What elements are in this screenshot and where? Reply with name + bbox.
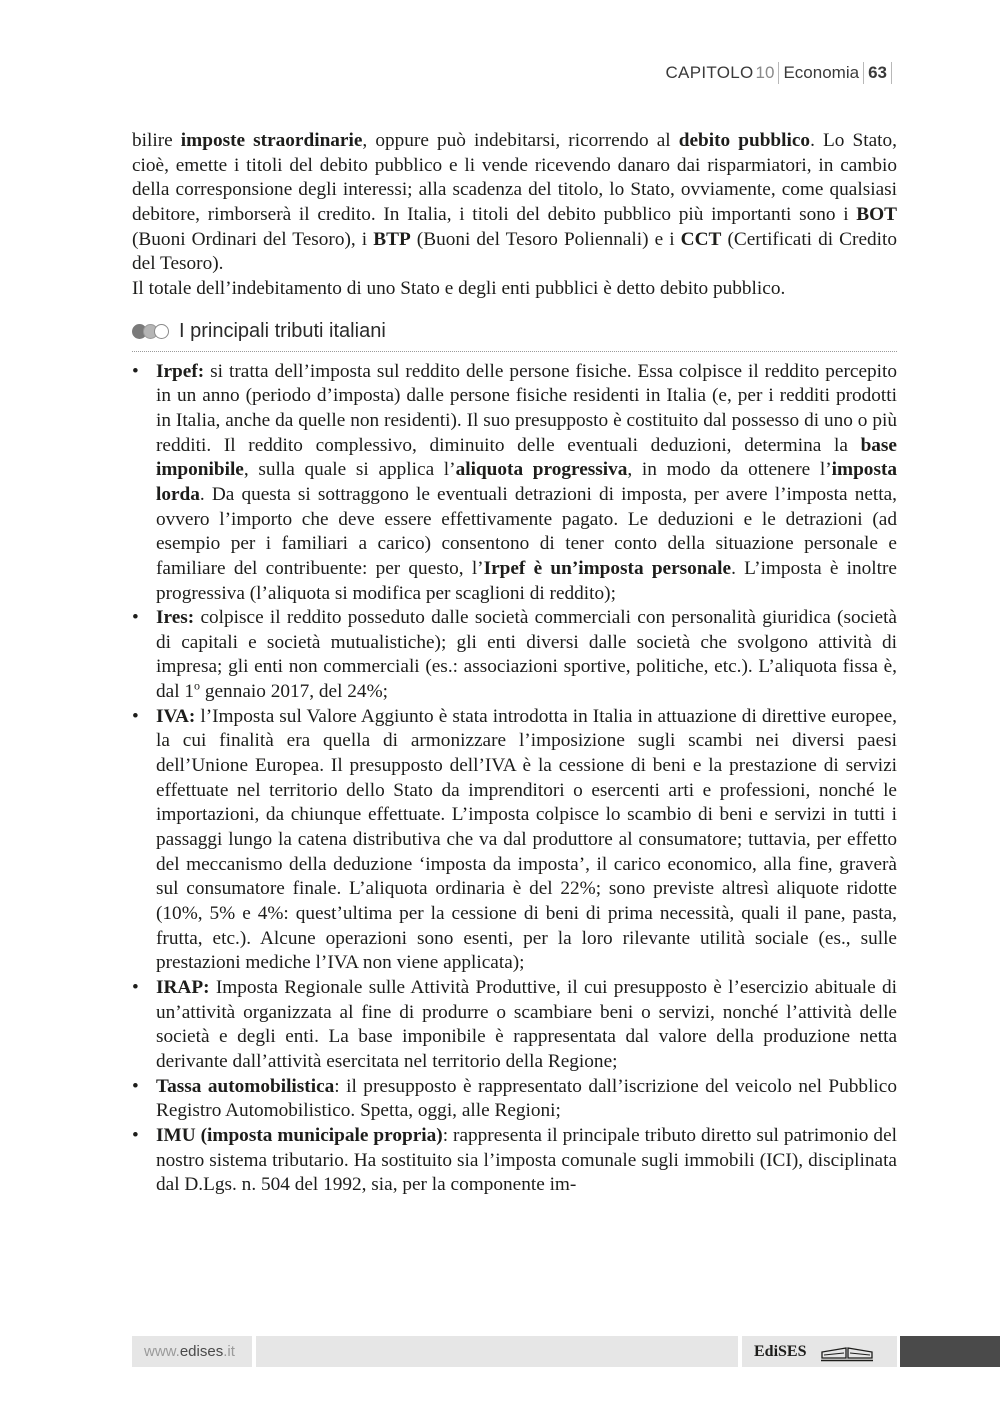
- dot-light: [154, 324, 169, 339]
- footer-bar: [256, 1336, 738, 1367]
- item-term: Ires:: [156, 607, 195, 629]
- site-prefix: www.: [144, 1343, 180, 1360]
- text-run: : il presupposto è rappresentato dall’iscrizione del veicolo nel Pubblico Registro Automobilistico. Spetta, oggi, alle Regioni;: [156, 1075, 897, 1122]
- item-term: Irpef:: [156, 360, 205, 382]
- text-run: , sulla quale si applica l’: [243, 459, 456, 481]
- footer-dark-block: [900, 1336, 1000, 1367]
- list-item-iva: [132, 705, 897, 976]
- bold-term: imposte straordinarie: [180, 130, 363, 151]
- section-title: I principali tributi italiani: [179, 319, 386, 342]
- bold-term: base imponibile: [156, 434, 897, 481]
- bullet: •: [132, 705, 139, 727]
- list-item-imu: [132, 1124, 897, 1198]
- bold-term: imposta lorda: [156, 459, 898, 505]
- site-suffix: .it: [223, 1343, 235, 1360]
- bold-term: BOT: [856, 203, 897, 225]
- text-run: colpisce il reddito posseduto dalle società commerciali con personalità giuridica (società di capitali e società mutualistiche); gli enti diversi dalle società che svolgono attività di impresa; gli enti non commerciali (es.: associazioni sportive, politiche, etc.). L’aliquota fissa è, dal 1: [156, 607, 897, 703]
- list-item-tassa-automobilistica: [132, 1075, 897, 1124]
- list-item-irap: [132, 976, 897, 1075]
- tax-list: [132, 360, 897, 1198]
- text-run: si tratta dell’imposta sul reddito delle persone fisiche. Essa colpisce il reddito percepito in un anno (periodo d’imposta) dalle persone fisiche residenti in Italia (e, per i redditi prodotti in Italia, anche da quelle non residenti). Il suo presupposto è costituito dal possesso di uno o più redditi. Il reddito complessivo, diminuito delle eventuali deduzioni, determina la: [156, 360, 897, 456]
- publisher-brand: [742, 1336, 897, 1367]
- section-heading: [132, 316, 897, 352]
- bold-term: Irpef è un’imposta personale: [483, 557, 732, 579]
- bullet: •: [132, 977, 139, 998]
- ordinal-superscript: o: [194, 678, 201, 693]
- text-run: : rappresenta il principale tributo diretto sul patrimonio del nostro sistema tributario. Ha sostituito sia l’imposta comunale sugli immobili (ICI), disciplinata dal D.Lgs. n. 504 del 1992, sia, per la componente im-: [156, 1124, 897, 1196]
- text-run: , in modo da ottenere l’: [627, 459, 832, 481]
- item-term: IRAP:: [156, 977, 210, 998]
- item-term: IVA:: [156, 705, 196, 727]
- bold-term: aliquota progressiva: [455, 459, 628, 481]
- list-item-ires: [132, 606, 897, 705]
- bullet: •: [132, 607, 139, 629]
- section-dots-icon: [132, 324, 165, 339]
- bold-term: CCT: [680, 228, 722, 250]
- page-footer: [132, 1336, 1000, 1367]
- header-divider: [891, 62, 892, 84]
- text-run: (Buoni del Tesoro Poliennali) e i: [410, 228, 681, 250]
- bold-term: BTP: [373, 228, 411, 250]
- bullet: •: [132, 360, 139, 382]
- bold-term: debito pubblico: [678, 130, 811, 151]
- list-item-irpef: [132, 360, 897, 607]
- running-header: [665, 62, 896, 84]
- section-name: Economia: [783, 63, 860, 82]
- closing-sentence: Il totale dell’indebitamento di uno Stato e degli enti pubblici è detto debito pubblico.: [132, 277, 786, 299]
- website-link[interactable]: [132, 1336, 252, 1367]
- text-run: bilire: [132, 130, 181, 151]
- open-book-icon: [820, 1342, 874, 1362]
- item-term: Tassa automobilistica: [156, 1075, 335, 1097]
- header-divider: [863, 62, 864, 84]
- text-run: , oppure può indebitarsi, ricorrendo al: [362, 130, 679, 151]
- chapter-label: CAPITOLO: [665, 63, 754, 82]
- bullet: •: [132, 1075, 139, 1097]
- intro-paragraph: [132, 129, 897, 277]
- item-term: IMU (imposta municipale propria): [156, 1124, 443, 1146]
- chapter-number: 10: [755, 63, 775, 82]
- bullet: •: [132, 1124, 139, 1146]
- header-divider: [778, 62, 779, 84]
- text-run: . Da questa si sottraggono le eventuali detrazioni di imposta, per avere l’imposta netta, ovvero l’importo che deve essere effettivamente pagato. Le deduzioni e le detrazioni (ad esempio per i familiari a carico) consentono di tener conto della situazione personale e familiare del contribuente: per questo, l’: [156, 483, 897, 579]
- site-name: edises: [179, 1343, 224, 1360]
- text-run: Imposta Regionale sulle Attività Produttive, il cui presupposto è l’esercizio abituale di un’attività organizzata al fine di produrre o scambiare beni o servizi, nonché l’attività delle società e degli enti. La base imponibile è rappresentata dal valore della produzione netta derivante dall’attività esercitata nel territorio della Regione;: [156, 977, 897, 1072]
- text-run: l’Imposta sul Valore Aggiunto è stata introdotta in Italia in attuazione di direttive europee, la cui finalità era quella di armonizzare l’imposizione sugli scambi nei diversi paesi dell’Unione Europea. Il presupposto dell’IVA è la cessione di beni e la prestazione di servizi effettuate nel territorio dello Stato da imprenditori o esercenti arti e professioni, nonché le importazioni, da chiunque effettuate. L’imposta colpisce lo scambio di beni e servizi in tutti i passaggi lungo la catena distributiva che va dal produttore al consumatore; tuttavia, per effetto del meccanismo della deduzione ‘imposta da imposta’, il carico economico, alla fine, graverà sul consumatore finale. L’aliquota ordinaria è del 22%; sono previste altresì aliquote ridotte (10%, 5% e 4%: quest’ultima per la cessione di beni di prima necessità, quali il pane, pasta, frutta, etc.). Alcune operazioni sono esenti, per la loro rilevante utilità sociale (es., sulle prestazioni mediche l’IVA non viene applicata);: [156, 705, 897, 974]
- page-body: [132, 129, 897, 1198]
- text-run: (Buoni Ordinari del Tesoro), i: [132, 228, 374, 250]
- text-run: gennaio 2017, del 24%;: [200, 681, 388, 703]
- text-run: (Certificati di Credito del Tesoro).: [132, 228, 898, 275]
- text-run: . Lo Stato, cioè, emette i titoli del debito pubblico e li vende ricevendo danaro dai risparmiatori, in cambio della corresponsione degli interessi; alla scadenza del titolo, lo Stato, ovviamente, come qualsiasi debitore, rimborserà il credito. In Italia, i titoli del debito pubblico più importanti sono i: [132, 130, 897, 225]
- brand-name: EdiSES: [754, 1342, 807, 1360]
- text-run: . L’imposta è inoltre progressiva (l’aliquota si modifica per scaglioni di reddito);: [156, 557, 897, 604]
- page-number: 63: [868, 63, 887, 82]
